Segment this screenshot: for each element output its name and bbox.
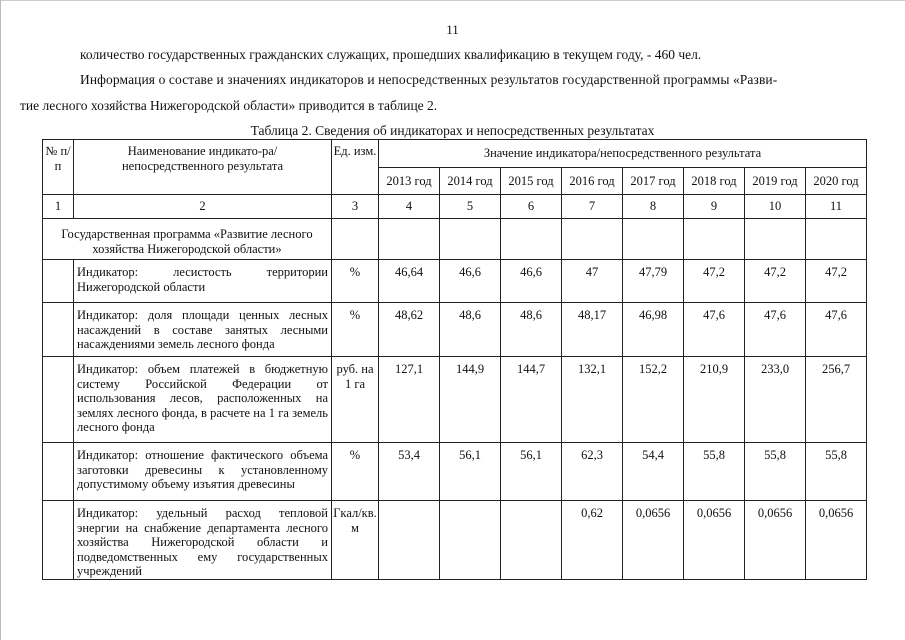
value-cell: 127,1	[379, 357, 440, 443]
header-value-group: Значение индикатора/непосредственного результата	[379, 140, 867, 168]
value-cell: 55,8	[684, 443, 745, 501]
indicator-unit: Гкал/кв. м	[332, 501, 379, 580]
value-cell: 132,1	[562, 357, 623, 443]
value-cell: 48,6	[501, 303, 562, 357]
indicator-name: Индикатор: удельный расход тепловой энергии на снабжение департамента лесного хозяйства Нижегородской области и подведомственных ему государственных учреждений	[74, 501, 332, 580]
value-cell: 0,0656	[684, 501, 745, 580]
program-title: Государственная программа «Развитие лесного хозяйства Нижегородской области»	[43, 219, 332, 260]
value-cell: 47,6	[684, 303, 745, 357]
header-year: 2015 год	[501, 168, 562, 195]
column-index: 5	[440, 195, 501, 219]
column-index: 11	[806, 195, 867, 219]
value-cell: 46,6	[501, 260, 562, 303]
page-number: 11	[446, 22, 459, 37]
header-name: Наименование индикато-ра/непосредственного результата	[74, 140, 332, 195]
header-num: № п/п	[43, 140, 74, 195]
value-cell: 47,2	[806, 260, 867, 303]
value-cell: 47	[562, 260, 623, 303]
table-row	[43, 357, 867, 443]
paragraph-staff-count: количество государственных гражданских служащих, прошедших квалификацию в текущем году, - 460 чел.	[80, 47, 702, 62]
indicator-unit: %	[332, 303, 379, 357]
value-cell: 152,2	[623, 357, 684, 443]
value-cell: 233,0	[745, 357, 806, 443]
header-year: 2014 год	[440, 168, 501, 195]
paragraph-info-line1: Информация о составе и значениях индикаторов и непосредственных результатов государственной программы «Разви-	[80, 72, 778, 87]
value-cell: 47,2	[684, 260, 745, 303]
indicator-unit: руб. на 1 га	[332, 357, 379, 443]
value-cell: 46,64	[379, 260, 440, 303]
value-cell: 62,3	[562, 443, 623, 501]
value-cell	[379, 501, 440, 580]
column-index: 9	[684, 195, 745, 219]
table-caption: Таблица 2. Сведения об индикаторах и непосредственных результатах	[250, 123, 655, 138]
value-cell: 48,17	[562, 303, 623, 357]
indicators-table	[42, 139, 867, 580]
value-cell: 0,0656	[806, 501, 867, 580]
value-cell	[440, 501, 501, 580]
value-cell: 46,98	[623, 303, 684, 357]
value-cell: 48,62	[379, 303, 440, 357]
value-cell: 47,6	[745, 303, 806, 357]
column-index: 10	[745, 195, 806, 219]
table-row	[43, 443, 867, 501]
value-cell: 47,6	[806, 303, 867, 357]
header-year: 2013 год	[379, 168, 440, 195]
value-cell: 0,0656	[623, 501, 684, 580]
indicator-name: Индикатор: отношение фактического объема заготовки древесины к установленному допустимому объему изъятия древесины	[74, 443, 332, 501]
column-index: 1	[43, 195, 74, 219]
value-cell: 48,6	[440, 303, 501, 357]
indicator-unit: %	[332, 260, 379, 303]
value-cell: 53,4	[379, 443, 440, 501]
header-year: 2018 год	[684, 168, 745, 195]
header-year: 2020 год	[806, 168, 867, 195]
column-index: 2	[74, 195, 332, 219]
value-cell: 46,6	[440, 260, 501, 303]
indicator-name: Индикатор: доля площади ценных лесных насаждений в составе занятых лесными насаждениями земель лесного фонда	[74, 303, 332, 357]
value-cell: 56,1	[440, 443, 501, 501]
indicator-name: Индикатор: объем платежей в бюджетную систему Российской Федерации от использования лесов, расположенных на землях лесного фонда, в расчете на 1 га земель лесного фонда	[74, 357, 332, 443]
table-row	[43, 501, 867, 580]
column-index: 8	[623, 195, 684, 219]
column-index: 4	[379, 195, 440, 219]
header-year: 2019 год	[745, 168, 806, 195]
program-row	[43, 219, 867, 260]
column-index: 7	[562, 195, 623, 219]
scan-edge	[0, 0, 1, 640]
column-index: 3	[332, 195, 379, 219]
value-cell: 47,79	[623, 260, 684, 303]
header-unit: Ед. изм.	[332, 140, 379, 195]
value-cell: 0,62	[562, 501, 623, 580]
paragraph-info-line2: тие лесного хозяйства Нижегородской области» приводится в таблице 2.	[20, 98, 438, 113]
value-cell: 55,8	[745, 443, 806, 501]
value-cell: 256,7	[806, 357, 867, 443]
indicator-name: Индикатор: лесистость территории Нижегородской области	[74, 260, 332, 303]
header-year: 2016 год	[562, 168, 623, 195]
value-cell: 56,1	[501, 443, 562, 501]
value-cell: 47,2	[745, 260, 806, 303]
value-cell: 54,4	[623, 443, 684, 501]
table-row	[43, 260, 867, 303]
value-cell: 144,7	[501, 357, 562, 443]
indicator-unit: %	[332, 443, 379, 501]
value-cell: 0,0656	[745, 501, 806, 580]
scan-edge	[0, 0, 905, 1]
header-year: 2017 год	[623, 168, 684, 195]
value-cell: 55,8	[806, 443, 867, 501]
value-cell: 210,9	[684, 357, 745, 443]
value-cell	[501, 501, 562, 580]
table-row	[43, 303, 867, 357]
column-index: 6	[501, 195, 562, 219]
value-cell: 144,9	[440, 357, 501, 443]
